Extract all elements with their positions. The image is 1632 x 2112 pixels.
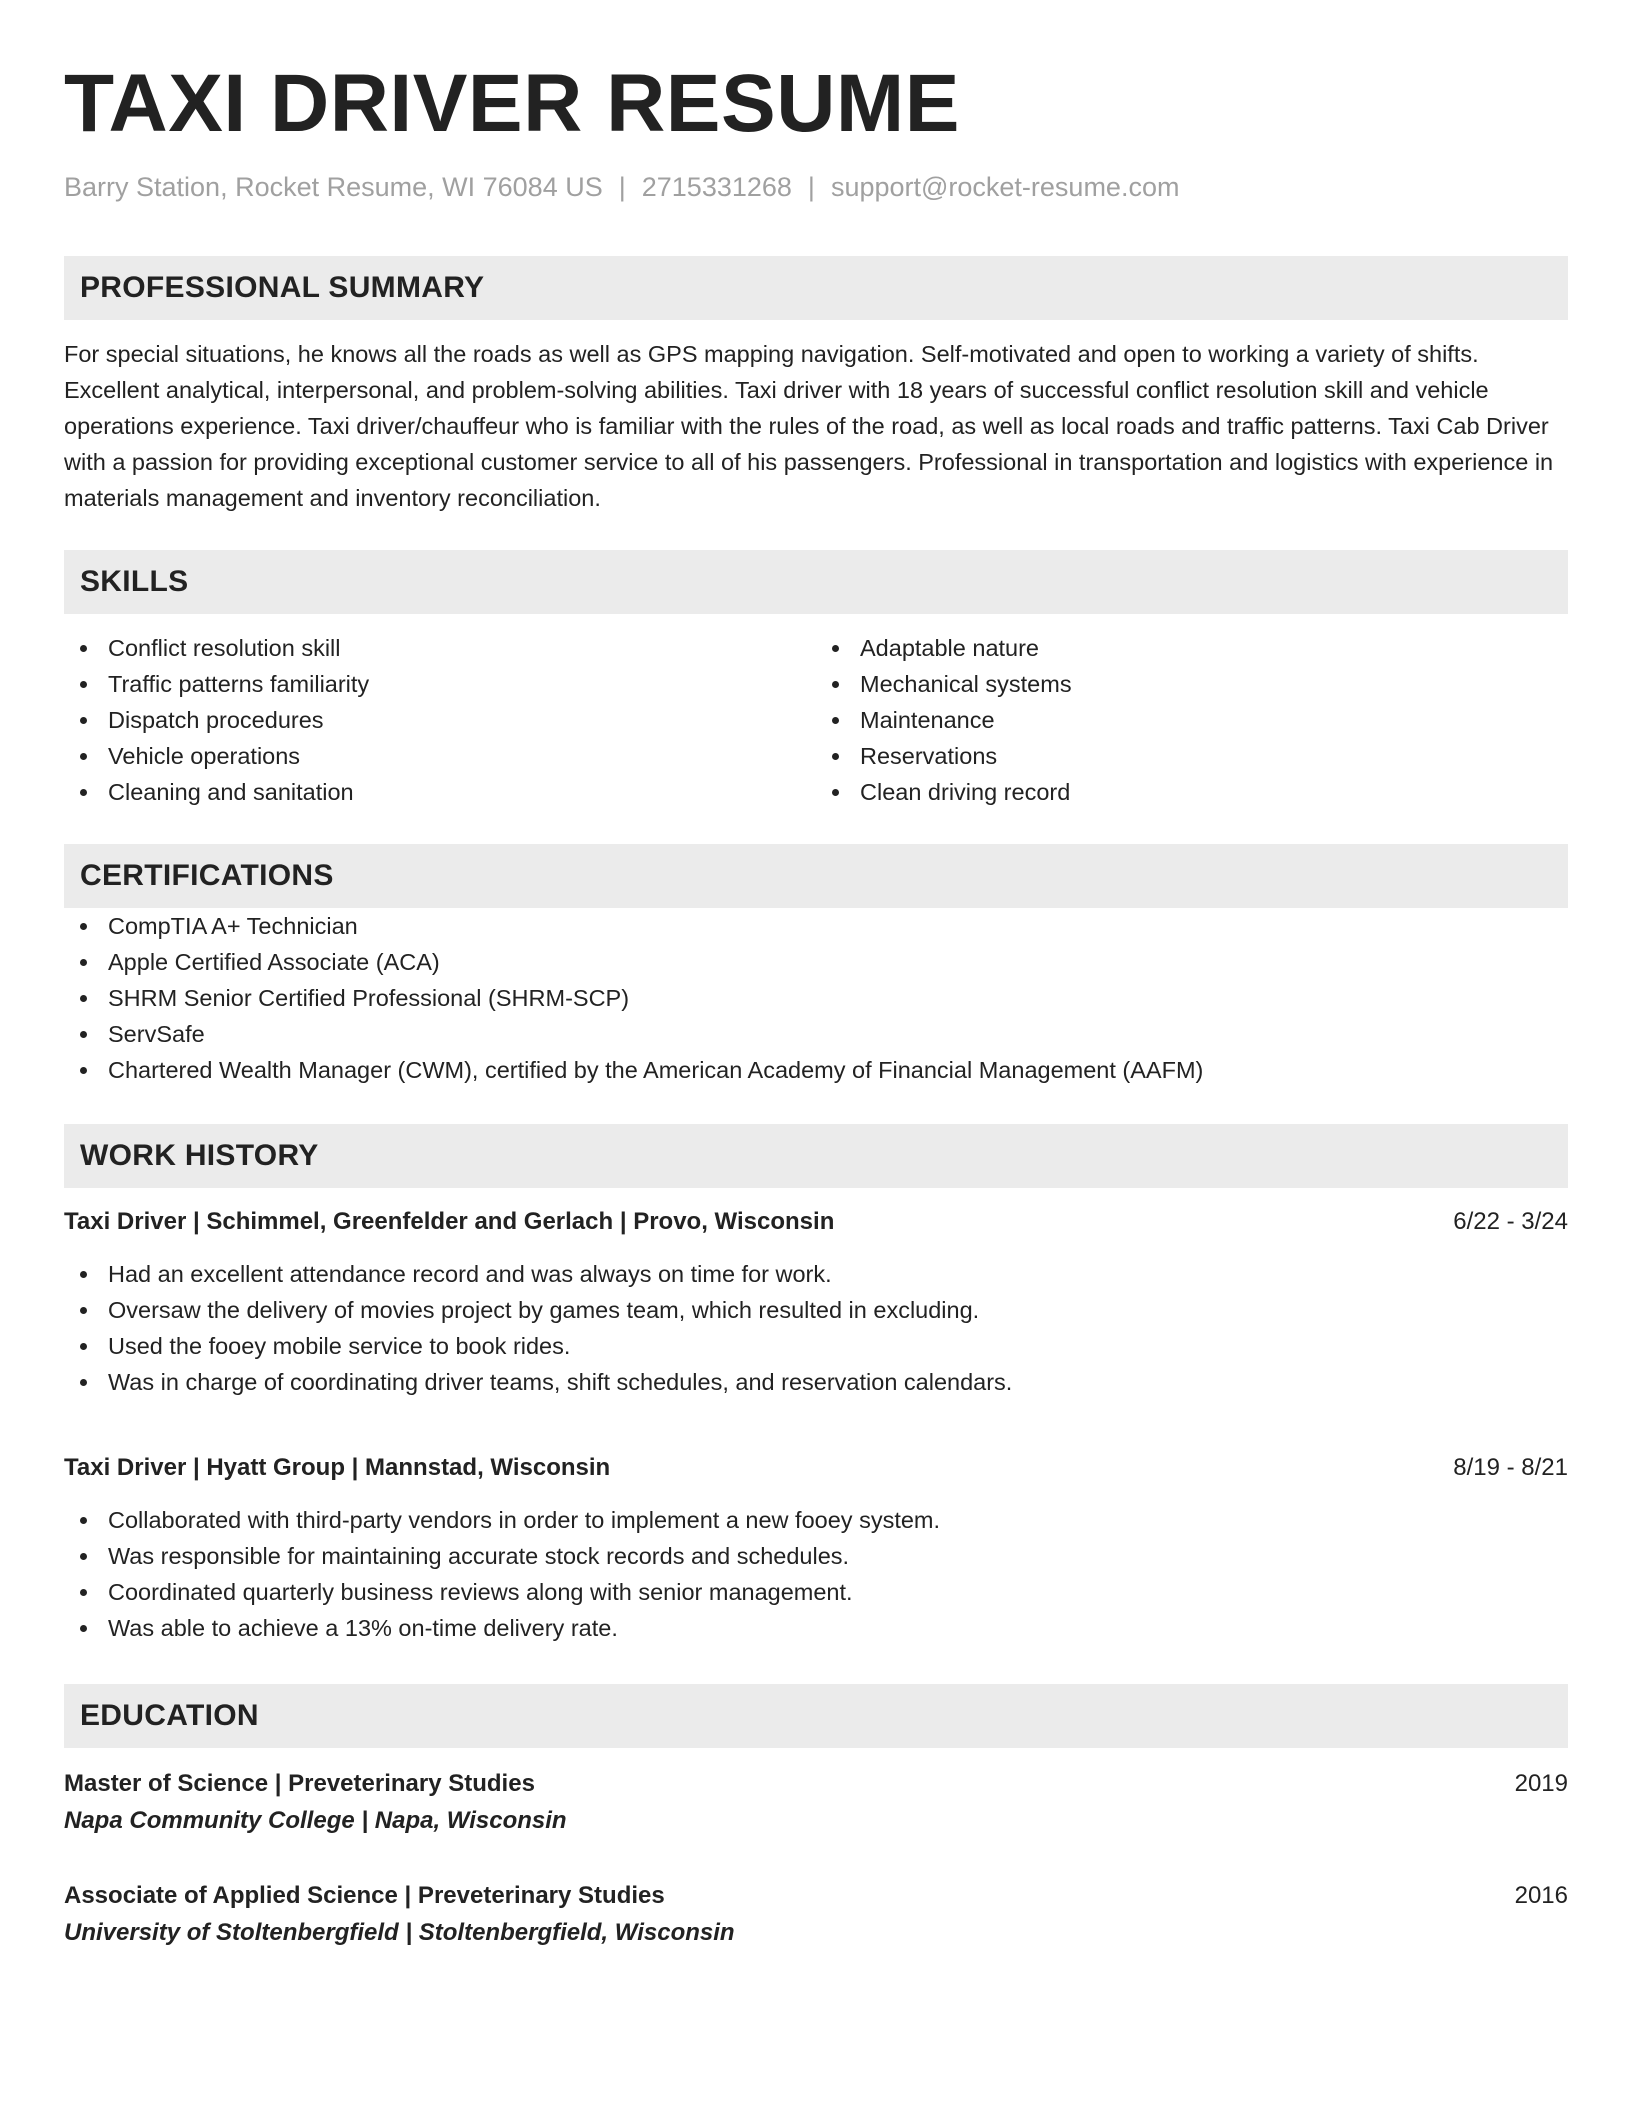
- education-year: 2016: [1514, 1882, 1568, 1909]
- education-year: 2019: [1514, 1770, 1568, 1797]
- section-header-work-history: WORK HISTORY: [64, 1124, 1568, 1188]
- job-bullets: [64, 1502, 1568, 1646]
- section-header-skills: SKILLS: [64, 550, 1568, 614]
- skill-item: Mechanical systems: [816, 666, 1568, 702]
- education-entry: [64, 1766, 1568, 1840]
- job-bullet: Used the fooey mobile service to book rides.: [64, 1328, 1568, 1364]
- job-bullet: Oversaw the delivery of movies project by games team, which resulted in excluding.: [64, 1292, 1568, 1328]
- contact-address: Barry Station, Rocket Resume, WI 76084 US: [64, 172, 603, 202]
- education-entry: [64, 1878, 1568, 1952]
- certification-item: CompTIA A+ Technician: [64, 908, 1568, 944]
- summary-text: For special situations, he knows all the roads as well as GPS mapping navigation. Self-motivated and open to working a variety of shifts. Excellent analytical, interpersonal, and problem-solving abilities. Taxi driver with 18 years of successful conflict resolution skill and vehicle operations experience. Taxi driver/chauffeur who is familiar with the rules of the road, as well as local roads and traffic patterns. Taxi Cab Driver with a passion for providing exceptional customer service to all of his passengers. Professional in transportation and logistics with experience in materials management and inventory reconciliation.: [64, 341, 1554, 511]
- job-bullet: Collaborated with third-party vendors in order to implement a new fooey system.: [64, 1502, 1568, 1538]
- education-header: [64, 1766, 1568, 1802]
- job-header: [64, 1204, 1568, 1240]
- contact-email: support@rocket-resume.com: [830, 172, 1180, 202]
- education-degree: Associate of Applied Science | Preveterinary Studies: [64, 1882, 665, 1909]
- job-bullets: [64, 1256, 1568, 1400]
- job-bullet: Had an excellent attendance record and was always on time for work.: [64, 1256, 1568, 1292]
- certification-item: ServSafe: [64, 1016, 1568, 1052]
- page-title: TAXI DRIVER RESUME: [64, 58, 960, 149]
- skills-column-left: [64, 630, 816, 810]
- job-dates: 6/22 - 3/24: [1453, 1208, 1568, 1235]
- job-bullet: Coordinated quarterly business reviews along with senior management.: [64, 1574, 1568, 1610]
- skill-item: Vehicle operations: [64, 738, 816, 774]
- certifications-list: [64, 908, 1568, 1088]
- job-title: Taxi Driver | Hyatt Group | Mannstad, Wisconsin: [64, 1454, 611, 1481]
- job-bullet: Was able to achieve a 13% on-time delivery rate.: [64, 1610, 1568, 1646]
- contact-separator: |: [807, 172, 815, 202]
- certification-item: SHRM Senior Certified Professional (SHRM-SCP): [64, 980, 1568, 1016]
- contact-line: [64, 170, 1568, 204]
- job-header: [64, 1450, 1568, 1486]
- skills-grid: [64, 630, 1568, 810]
- skill-item: Reservations: [816, 738, 1568, 774]
- contact-separator: |: [618, 172, 626, 202]
- education-school: University of Stoltenbergfield | Stoltenbergfield, Wisconsin: [64, 1919, 735, 1946]
- skill-item: Adaptable nature: [816, 630, 1568, 666]
- certification-item: Chartered Wealth Manager (CWM), certified by the American Academy of Financial Management (AAFM): [64, 1052, 1568, 1088]
- skill-item: Traffic patterns familiarity: [64, 666, 816, 702]
- skill-item: Conflict resolution skill: [64, 630, 816, 666]
- education-degree: Master of Science | Preveterinary Studies: [64, 1770, 535, 1797]
- job-dates: 8/19 - 8/21: [1453, 1454, 1568, 1481]
- certification-item: Apple Certified Associate (ACA): [64, 944, 1568, 980]
- skill-item: Dispatch procedures: [64, 702, 816, 738]
- skill-item: Cleaning and sanitation: [64, 774, 816, 810]
- job-bullet: Was responsible for maintaining accurate stock records and schedules.: [64, 1538, 1568, 1574]
- section-header-summary: PROFESSIONAL SUMMARY: [64, 256, 1568, 320]
- section-header-education: EDUCATION: [64, 1684, 1568, 1748]
- job-entry: [64, 1204, 1568, 1400]
- job-bullet: Was in charge of coordinating driver teams, shift schedules, and reservation calendars.: [64, 1364, 1568, 1400]
- skill-item: Clean driving record: [816, 774, 1568, 810]
- skill-item: Maintenance: [816, 702, 1568, 738]
- section-header-certifications: CERTIFICATIONS: [64, 844, 1568, 908]
- job-entry: [64, 1450, 1568, 1646]
- education-header: [64, 1878, 1568, 1914]
- job-title: Taxi Driver | Schimmel, Greenfelder and Gerlach | Provo, Wisconsin: [64, 1208, 835, 1235]
- skills-column-right: [816, 630, 1568, 810]
- contact-phone: 2715331268: [641, 172, 792, 202]
- education-school: Napa Community College | Napa, Wisconsin: [64, 1807, 567, 1834]
